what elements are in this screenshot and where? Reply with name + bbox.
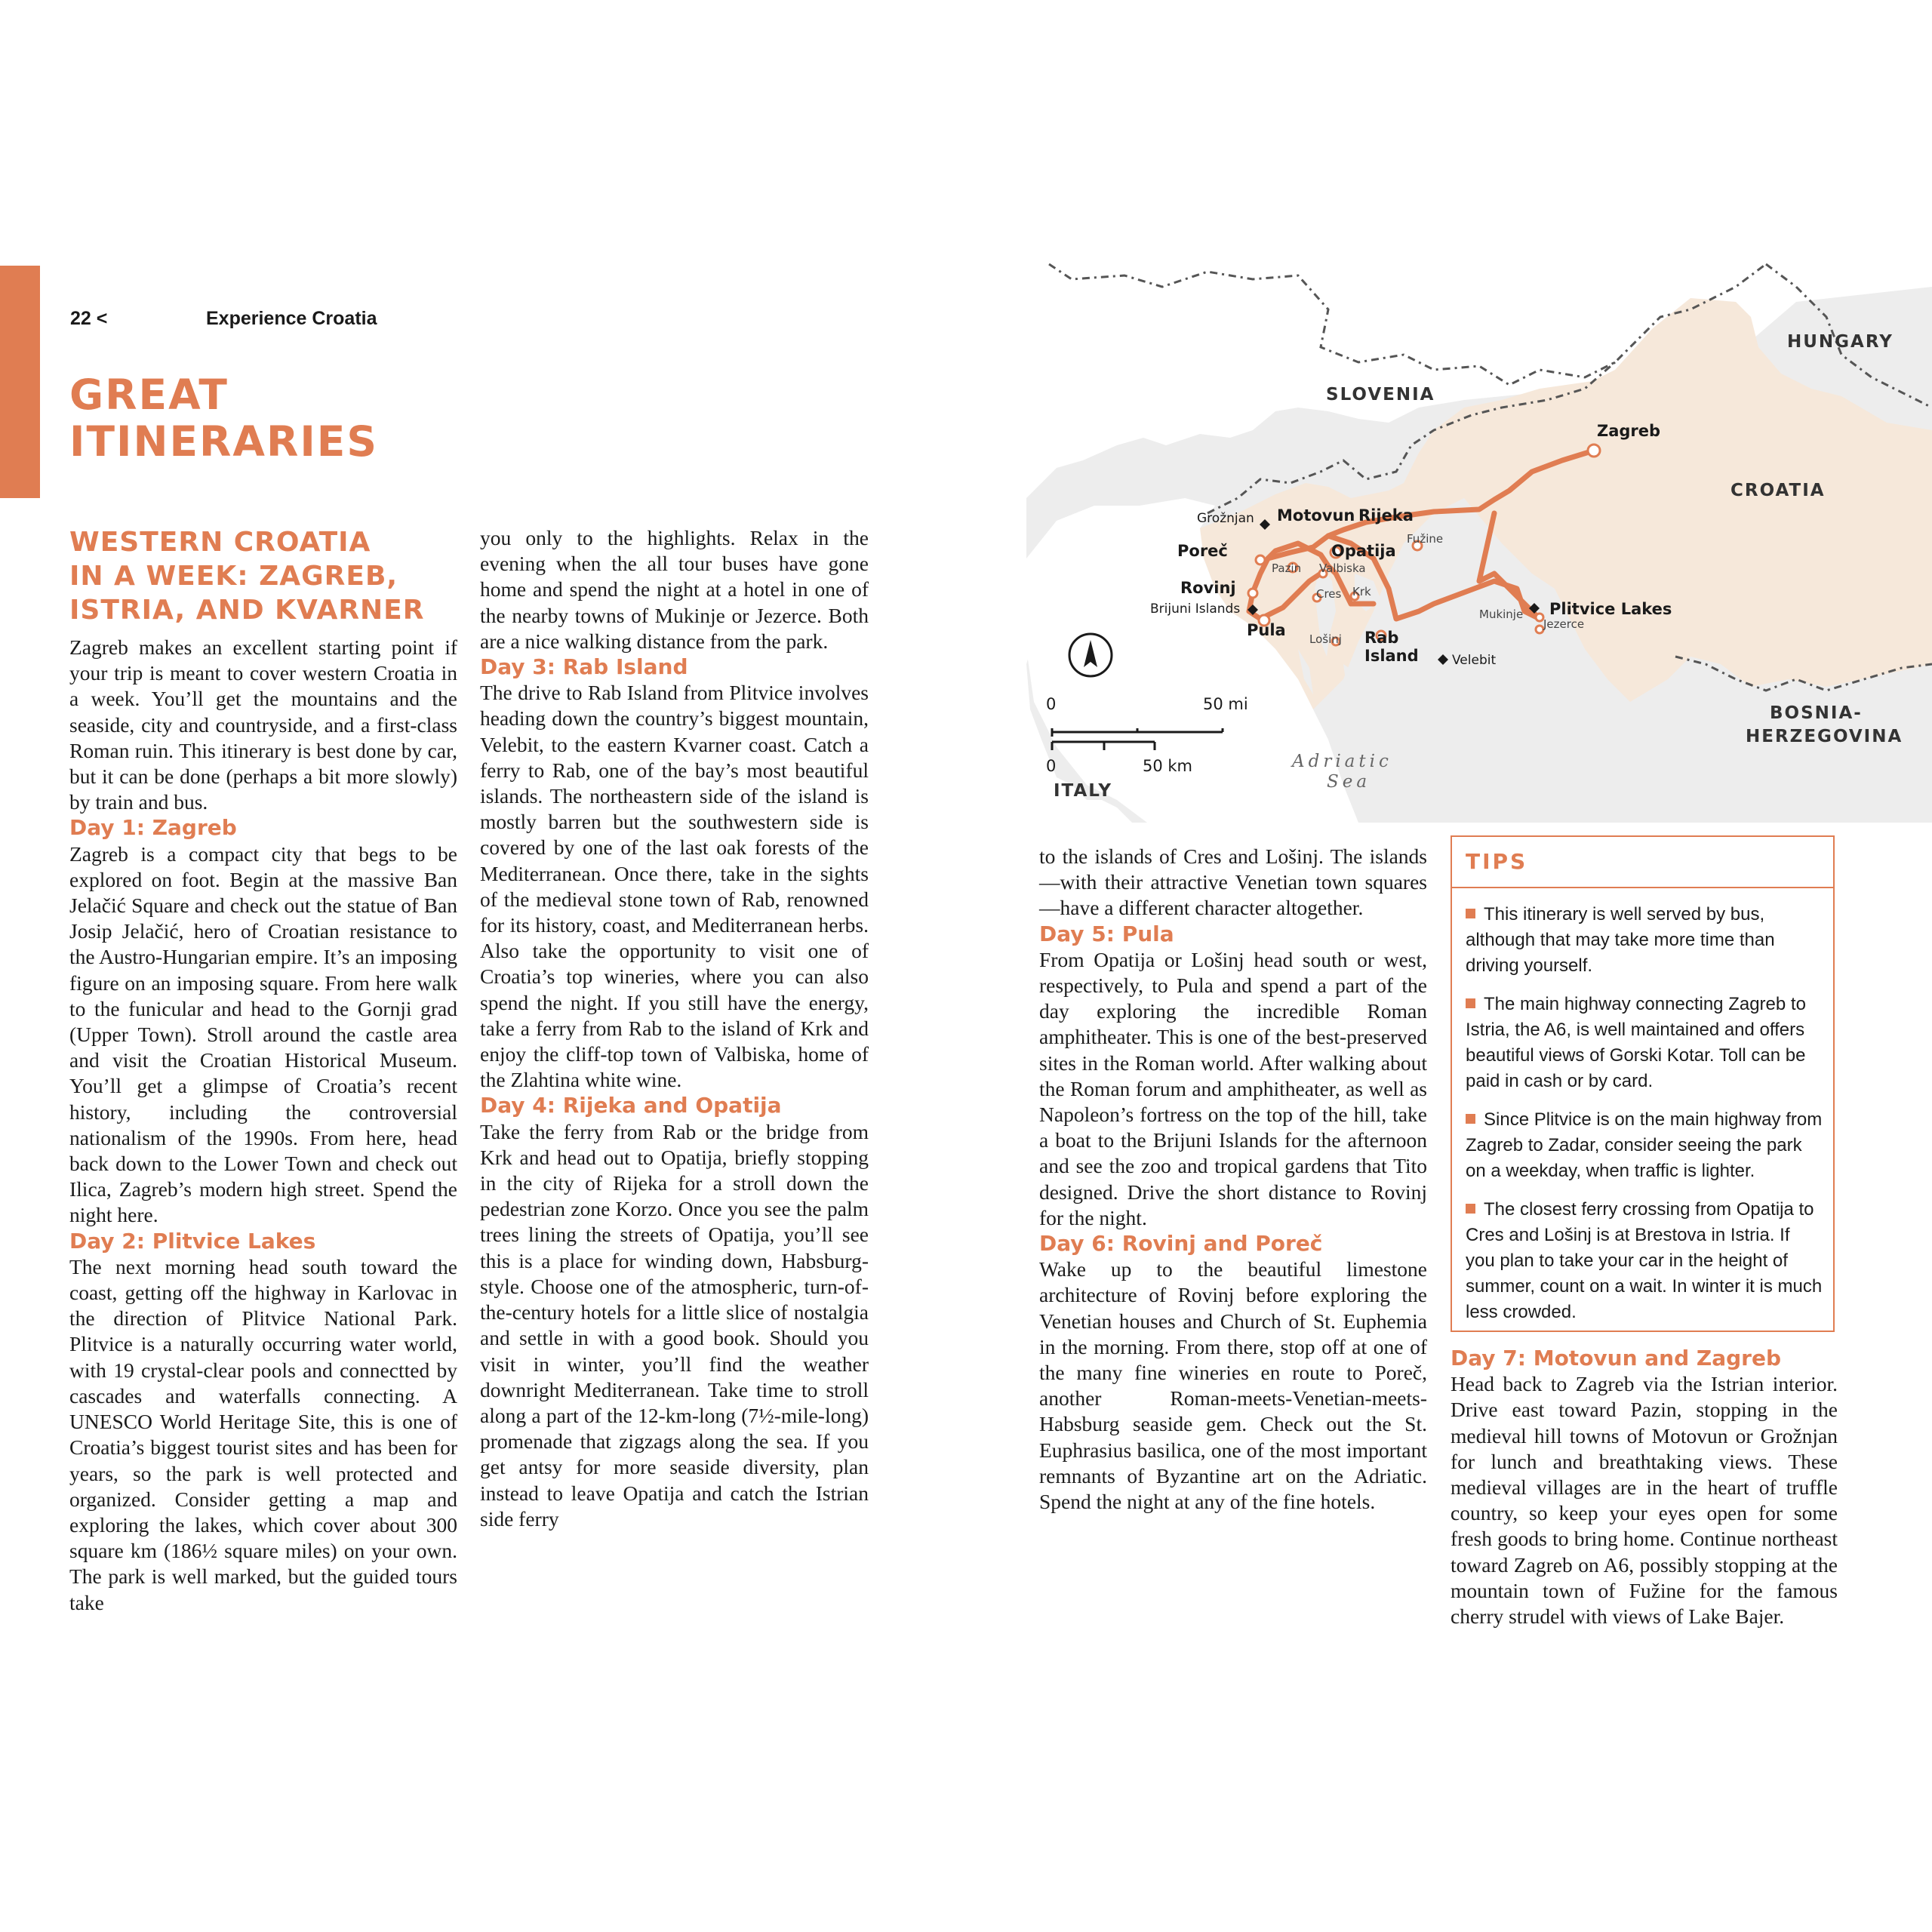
- map-label-fuzine: Fužine: [1407, 532, 1444, 546]
- intro-paragraph: Zagreb makes an excellent starting point if your trip is meant to cover western Croatia in a week. You’ll get the mountains and the seaside, city and countryside, and a first-class Roman ruin. This itinerary is best done by car, but it can be done (perhaps a bit more slowly) by train and bus.: [69, 635, 457, 814]
- text-column-2: [480, 525, 869, 1532]
- map-label-sea-1: Adriatic: [1292, 752, 1392, 771]
- map-label-velebit: Velebit: [1452, 653, 1497, 668]
- map-label-mukinje: Mukinje: [1479, 608, 1524, 621]
- tip-text: The main highway connecting Zagreb to Istria, the A6, is well maintained and offers beautiful views of Gorski Kotar. Toll can be paid in cash or by card.: [1466, 994, 1806, 1091]
- tip-text: The closest ferry crossing from Opatija to Cres and Lošinj is at Brestova in Istria. If you plan to take your car in the height of summer, count on a wait. In winter it is much less crowded.: [1466, 1199, 1823, 1322]
- map-label-zagreb: Zagreb: [1597, 422, 1661, 440]
- day-6-heading: Day 6: Rovinj and Poreč: [1039, 1231, 1323, 1257]
- tip-text: Since Plitvice is on the main highway from Zagreb to Zadar, consider seeing the park on a weekday, when traffic is lighter.: [1466, 1109, 1823, 1181]
- map-marker-rovinj: [1248, 589, 1257, 598]
- day-5-heading: Day 5: Pula: [1039, 921, 1174, 946]
- section-heading-line-2: IN A WEEK: ZAGREB,: [69, 561, 398, 592]
- north-arrow-icon: [1069, 634, 1112, 676]
- day-4-text-part-1: Take the ferry from Rab or the bridge from Krk and head out to Opatija, briefly stopping in the city of Rijeka for a stroll down the pedestrian zone Korzo. Once you see the palm trees lining the streets of Opatija, you’ll see this is a place for winding down, Habsburg-style. Choose one of the atmospheric, turn-of-the-century hotels for a little slice of nostalgia and settle in with a good book. Should you visit in winter, you’ll find the weather downright Mediterranean. Take time to stroll along a part of the 12-km-long (7½-mile-long) promenade that zigzags along the sea. If you get antsy for more seaside diversity, plan instead to leave Opatija and catch the Istrian side ferry: [480, 1119, 869, 1531]
- square-bullet-icon: [1466, 998, 1475, 1008]
- square-bullet-icon: [1466, 1114, 1475, 1124]
- day-4-heading: Day 4: Rijeka and Opatija: [480, 1093, 782, 1118]
- map-label-hungary: HUNGARY: [1787, 332, 1894, 352]
- page-number: 22 <: [70, 308, 108, 329]
- map-label-krk: Krk: [1352, 585, 1371, 598]
- section-heading-line-1: WESTERN CROATIA: [69, 527, 371, 558]
- map-label-porec: Poreč: [1177, 542, 1228, 560]
- scale-mi-label: 50 mi: [1203, 695, 1248, 713]
- map-label-valbiska: Valbiska: [1319, 561, 1366, 575]
- map-label-italy: ITALY: [1054, 781, 1112, 801]
- tip-item: [1466, 1197, 1823, 1325]
- scale-km-zero: 0: [1046, 757, 1057, 775]
- map-label-pula: Pula: [1247, 621, 1286, 639]
- tips-box: [1451, 835, 1835, 1332]
- map-label-croatia: CROATIA: [1730, 481, 1826, 500]
- square-bullet-icon: [1466, 909, 1475, 918]
- map-marker-jezerce: [1536, 626, 1543, 633]
- page-title-line-1: GREAT: [69, 371, 229, 419]
- day-2-text-part-1: The next morning head south toward the coast, getting off the highway in Karlovac in the direction of Plitvice National Park. Plitvice is a naturally occurring water world, with 19 crystal-clear pools and connectted by cascades and waterfalls connecting. A UNESCO World Heritage Site, this is one of Croatia’s biggest tourist sites and has been for years, so the park is well protected and organized. Consider getting a map and exploring the lakes, which cover about 300 square km (186½ square miles) on your own. The park is well marked, but the guided tours take: [69, 1254, 457, 1614]
- map-label-rijeka: Rijeka: [1358, 506, 1414, 525]
- text-column-4: [1451, 1346, 1838, 1629]
- map-label-slovenia: SLOVENIA: [1326, 385, 1435, 405]
- map-marker-porec: [1256, 555, 1265, 565]
- day-7-text: Head back to Zagreb via the Istrian interior. Drive east toward Pazin, stopping in the medieval hill towns of Motovun or Grožnjan for lunch and breathtaking views. These medieval villages are in the heart of truffle country, so keep your eyes open for some fresh goods to bring home. Continue northeast toward Zagreb on A6, possibly stopping at the mountain town of Fužine for the famous cherry strudel with views of Lake Bajer.: [1451, 1372, 1838, 1629]
- map-label-groznjan: Grožnjan: [1197, 511, 1254, 526]
- text-column-1: [69, 525, 457, 1616]
- day-2-text-part-2: you only to the highlights. Relax in the evening when the all tour buses have gone home and spend the night at a hotel in one of the nearby towns of Mukinje or Jezerce. Both are a nice walking distance from the park.: [480, 526, 869, 653]
- running-head-section: Experience Croatia: [206, 308, 377, 329]
- tip-text: This itinerary is well served by bus, although that may take more time than driving yourself.: [1466, 904, 1775, 976]
- map-label-rovinj: Rovinj: [1180, 579, 1236, 597]
- chapter-tab: [0, 266, 40, 498]
- scale-mi-zero: 0: [1046, 695, 1057, 713]
- day-5-text: From Opatija or Lošinj head south or west, respectively, to Pula and spend a part of the day exploring the incredible Roman amphitheater. This is one of the best-preserved sites in the Roman world. After walking about the Roman forum and amphitheater, as well as Napoleon’s fortress on the top of the hill, take a boat to the Brijuni Islands for the afternoon and see the zoo and tropical gardens that Tito designed. Drive the short distance to Rovinj for the night.: [1039, 947, 1427, 1229]
- text-column-3: [1039, 844, 1427, 1515]
- map-label-motovun: Motovun: [1277, 506, 1355, 525]
- map-label-brijuni: Brijuni Islands: [1150, 601, 1241, 617]
- map-label-sea-2: Sea: [1327, 772, 1371, 792]
- day-7-heading: Day 7: Motovun and Zagreb: [1451, 1346, 1781, 1371]
- map-label-opatija: Opatija: [1331, 542, 1396, 560]
- page-title-line-2: ITINERARIES: [69, 417, 378, 466]
- map-label-rab-2: Island: [1364, 647, 1419, 665]
- map-label-bosnia-1: BOSNIA-: [1770, 703, 1863, 723]
- day-3-text: The drive to Rab Island from Plitvice involves heading down the country’s biggest mountain, Velebit, to the eastern Kvarner coast. Catch a ferry to Rab, one of the bay’s most beautiful islands. The northeastern side of the island is mostly barren but the southwestern side is covered by one of the last oak forests of the Mediterranean. Once there, take in the sights of the medieval stone town of Rab, renowned for its history, coast, and Mediterranean herbs. Also take the opportunity to visit one of Croatia’s top wineries, where you can also spend the night. If you still have the energy, take a ferry from Rab to the island of Krk and enjoy the cliff-top town of Valbiska, home of the Zlahtina white wine.: [480, 681, 869, 1092]
- day-1-text: Zagreb is a compact city that begs to be explored on foot. Begin at the massive Ban Jelačić Square and check out the statue of Ban Josip Jelačić, hero of Croatian resistance to the Austro-Hungarian empire. It’s an imposing figure on an imposing square. From here walk to the funicular and head to the Gornji grad (Upper Town). Stroll around the castle area and visit the Croatian Historical Museum. You’ll get a glimpse of Croatia’s recent history, including the controversial nationalism of the 1990s. From here, head back down to the Lower Town and check out Ilica, Zagreb’s modern high street. Spend the night here.: [69, 841, 457, 1227]
- tip-item: [1466, 1107, 1823, 1184]
- map-marker-zagreb: [1588, 445, 1600, 457]
- map-marker-mukinje: [1536, 614, 1543, 621]
- running-head: [70, 308, 377, 330]
- scale-km-label: 50 km: [1143, 757, 1193, 775]
- tips-title: TIPS: [1452, 837, 1833, 888]
- day-4-text-part-2: to the islands of Cres and Lošinj. The islands—with their attractive Venetian town squares—have a different character altogether.: [1039, 844, 1427, 920]
- square-bullet-icon: [1466, 1204, 1475, 1214]
- section-heading: [69, 525, 457, 627]
- day-6-text: Wake up to the beautiful limestone architecture of Rovinj before exploring the Venetian houses and Church of St. Euphemia in the morning. From there, stop off at one of the many fine wineries en route to Poreč, another Roman-meets-Venetian-meets-Habsburg seaside gem. Check out the St. Euphrasius basilica, one of the most important remnants of Byzantine art on the Adriatic. Spend the night at any of the fine hotels.: [1039, 1257, 1427, 1514]
- day-1-heading: Day 1: Zagreb: [69, 815, 237, 841]
- map-label-bosnia-2: HERZEGOVINA: [1746, 727, 1903, 746]
- map-label-jezerce: Jezerce: [1543, 617, 1585, 631]
- page-title: [69, 371, 378, 465]
- day-3-heading: Day 3: Rab Island: [480, 654, 688, 680]
- tip-item: [1466, 902, 1823, 979]
- map-label-rab-1: Rab: [1364, 629, 1399, 647]
- tips-list: [1452, 888, 1833, 1325]
- tip-item: [1466, 992, 1823, 1094]
- map-label-pazin: Pazin: [1272, 561, 1302, 575]
- section-heading-line-3: ISTRIA, AND KVARNER: [69, 595, 425, 626]
- day-2-heading: Day 2: Plitvice Lakes: [69, 1228, 316, 1254]
- map-label-cres: Cres: [1316, 587, 1342, 601]
- itinerary-map: [1011, 257, 1932, 823]
- map-label-plitvice: Plitvice Lakes: [1549, 600, 1672, 618]
- map-label-losinj: Lošinj: [1309, 632, 1342, 646]
